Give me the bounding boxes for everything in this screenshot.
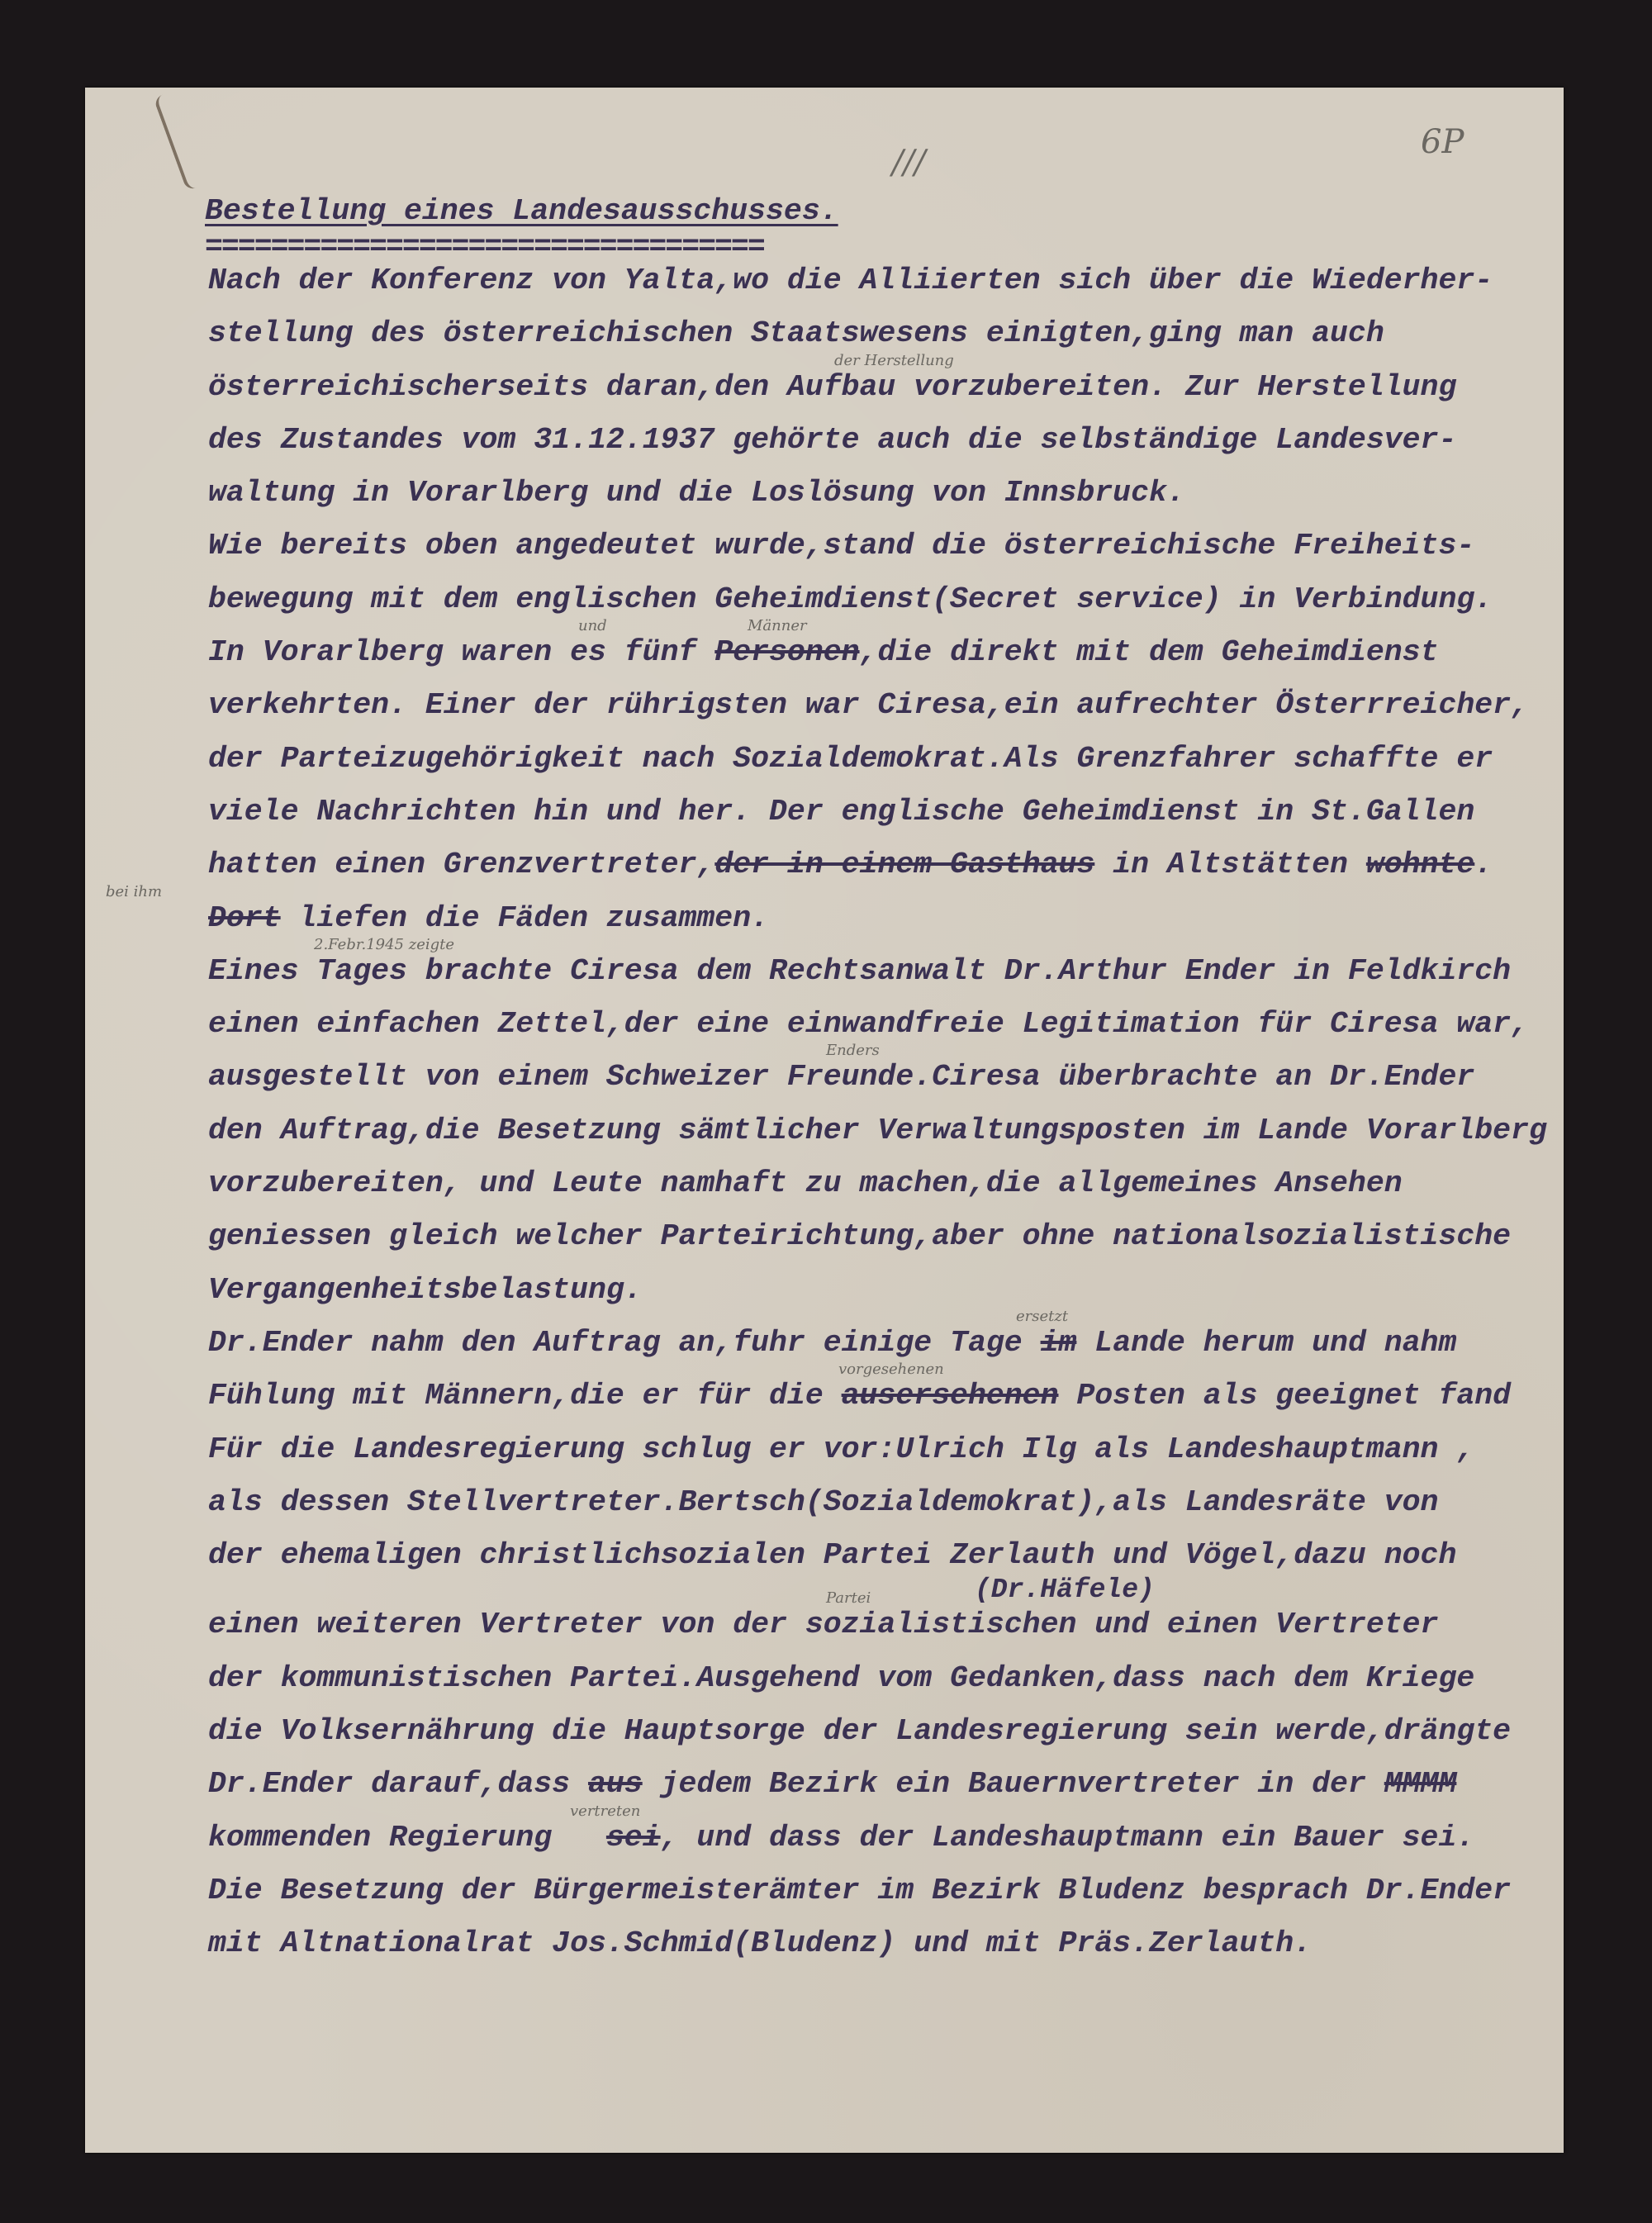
text-run: Posten als geeignet fand bbox=[1058, 1379, 1512, 1413]
text-line bbox=[208, 424, 1547, 457]
handwritten-note: Partei bbox=[826, 1589, 871, 1607]
struck-text: MMMM bbox=[1384, 1767, 1457, 1802]
text-line bbox=[208, 1114, 1547, 1147]
text-run: stellung des österreichischen Staatswesens einigten,ging man auch bbox=[208, 316, 1384, 351]
handwritten-note: Enders bbox=[826, 1042, 880, 1059]
text-run: Dr.Ender nahm den Auftrag an,fuhr einige Tage bbox=[208, 1325, 1041, 1360]
handwritten-note: vertreten bbox=[570, 1803, 641, 1820]
document-body bbox=[208, 264, 1547, 1981]
text-run: Die Besetzung der Bürgermeisterämter im Bezirk Bludenz besprach Dr.Ender bbox=[208, 1873, 1512, 1907]
struck-text: ausersehenen bbox=[841, 1379, 1059, 1413]
text-line bbox=[208, 530, 1547, 563]
handwritten-note: vorgesehenen bbox=[838, 1361, 944, 1378]
struck-text: der in einem Gasthaus bbox=[714, 848, 1095, 882]
text-run: Eines Tages brachte Ciresa dem Rechtsanwalt Dr.Arthur Ender in Feldkirch bbox=[208, 953, 1512, 988]
text-run: als dessen Stellvertreter.Bertsch(Sozialdemokrat),als Landesräte von bbox=[208, 1484, 1439, 1519]
text-run: jedem Bezirk ein Bauernvertreter in der bbox=[642, 1767, 1384, 1802]
text-run: einen einfachen Zettel,der eine einwandfreie Legitimation für Ciresa war, bbox=[208, 1007, 1529, 1042]
text-run: kommenden Regierung bbox=[208, 1820, 606, 1855]
text-run: den Auftrag,die Besetzung sämtlicher Verwaltungsposten im Lande Vorarlberg bbox=[208, 1113, 1547, 1147]
text-run: Lande herum und nahm bbox=[1076, 1325, 1457, 1360]
text-run: österreichischerseits daran,den Aufbau vorzubereiten. Zur Herstellung bbox=[208, 369, 1457, 404]
struck-text: im bbox=[1040, 1325, 1077, 1360]
text-run: ,die direkt mit dem Geheimdienst bbox=[859, 635, 1439, 670]
text-run: Dr.Ender darauf,dass bbox=[208, 1767, 588, 1802]
text-run: , und dass der Landeshauptmann ein Bauer sei. bbox=[660, 1820, 1475, 1855]
text-line bbox=[208, 955, 1547, 988]
text-run: Fühlung mit Männern,die er für die bbox=[208, 1379, 842, 1413]
typed-insertion: (Dr.Häfele) bbox=[975, 1575, 1155, 1605]
text-run: der Parteizugehörigkeit nach Sozialdemokrat.Als Grenzfahrer schaffte er bbox=[208, 741, 1493, 776]
text-line bbox=[208, 1927, 1547, 1960]
text-run: mit Altnationalrat Jos.Schmid(Bludenz) und mit Präs.Zerlauth. bbox=[208, 1926, 1313, 1961]
text-run: Für die Landesregierung schlug er vor:Ulrich Ilg als Landeshauptmann , bbox=[208, 1432, 1475, 1466]
text-run: die Volksernährung die Hauptsorge der Landesregierung sein werde,drängte bbox=[208, 1714, 1512, 1749]
text-run: viele Nachrichten hin und her. Der englische Geheimdienst in St.Gallen bbox=[208, 794, 1475, 829]
text-line bbox=[208, 1327, 1547, 1360]
text-run: geniessen gleich welcher Parteirichtung,aber ohne nationalsozialistische bbox=[208, 1219, 1512, 1254]
text-run: . bbox=[1474, 848, 1493, 882]
text-run: waltung in Vorarlberg und die Loslösung von Innsbruck. bbox=[208, 476, 1185, 511]
handwritten-margin-note: bei ihm bbox=[106, 883, 163, 900]
text-run: liefen die Fäden zusammen. bbox=[280, 900, 770, 935]
text-line bbox=[208, 689, 1547, 722]
text-line bbox=[208, 1274, 1547, 1307]
text-line bbox=[208, 1433, 1547, 1466]
text-run: einen weiteren Vertreter von der sozialistischen und einen Vertreter bbox=[208, 1608, 1439, 1642]
text-line bbox=[208, 264, 1547, 297]
text-line bbox=[208, 1874, 1547, 1907]
text-line bbox=[208, 1220, 1547, 1253]
text-line bbox=[208, 1539, 1547, 1572]
struck-text: Personen bbox=[714, 635, 860, 670]
text-line bbox=[208, 848, 1547, 881]
text-line bbox=[208, 1008, 1547, 1041]
text-run: Wie bereits oben angedeutet wurde,stand die österreichische Freiheits- bbox=[208, 529, 1475, 563]
text-line bbox=[208, 583, 1547, 616]
text-line bbox=[208, 371, 1547, 404]
struck-text: Dort bbox=[208, 900, 281, 935]
handwritten-note: und bbox=[578, 617, 607, 634]
text-line bbox=[208, 1486, 1547, 1519]
handwritten-note: Männer bbox=[748, 617, 807, 634]
text-line bbox=[208, 1662, 1547, 1695]
text-line bbox=[208, 796, 1547, 829]
struck-text: wohnte bbox=[1365, 848, 1475, 882]
handwritten-note: ersetzt bbox=[1016, 1308, 1069, 1325]
text-run: hatten einen Grenzvertreter, bbox=[208, 848, 715, 882]
handwritten-note: 2.Febr.1945 zeigte bbox=[314, 936, 455, 953]
text-line bbox=[208, 1061, 1547, 1094]
text-run: ausgestellt von einem Schweizer Freunde.Ciresa überbrachte an Dr.Ender bbox=[208, 1060, 1475, 1095]
text-line bbox=[208, 1608, 1547, 1641]
text-line bbox=[208, 636, 1547, 669]
text-run: verkehrten. Einer der rührigsten war Ciresa,ein aufrechter Österrreicher, bbox=[208, 688, 1529, 723]
text-line bbox=[208, 743, 1547, 776]
struck-text: sei bbox=[605, 1820, 661, 1855]
text-run: der kommunistischen Partei.Ausgehend vom Gedanken,dass nach dem Kriege bbox=[208, 1660, 1475, 1695]
text-line bbox=[208, 1167, 1547, 1200]
text-run: des Zustandes vom 31.12.1937 gehörte auch die selbständige Landesver- bbox=[208, 422, 1457, 457]
text-line bbox=[208, 902, 1547, 935]
text-run: bewegung mit dem englischen Geheimdienst(Secret service) in Verbindung. bbox=[208, 582, 1493, 616]
text-line bbox=[208, 1768, 1547, 1801]
text-run: in Altstätten bbox=[1094, 848, 1366, 882]
text-run: Nach der Konferenz von Yalta,wo die Alliierten sich über die Wiederher- bbox=[208, 264, 1493, 297]
text-run: vorzubereiten, und Leute namhaft zu machen,die allgemeines Ansehen bbox=[208, 1166, 1403, 1201]
text-run: Vergangenheitsbelastung. bbox=[208, 1272, 643, 1307]
title-double-rule: ================================== bbox=[205, 230, 764, 264]
handwritten-note: der Herstellung bbox=[834, 352, 954, 369]
handwritten-page-mark: 6P bbox=[1421, 123, 1464, 161]
text-line bbox=[208, 477, 1547, 510]
text-line bbox=[208, 1822, 1547, 1855]
document-title: Bestellung eines Landesausschusses. bbox=[205, 194, 838, 228]
text-line bbox=[208, 1715, 1547, 1748]
text-line bbox=[208, 1380, 1547, 1413]
text-run: In Vorarlberg waren es fünf bbox=[208, 635, 715, 670]
handwritten-tally: /// bbox=[892, 144, 926, 182]
text-run: der ehemaligen christlichsozialen Partei Zerlauth und Vögel,dazu noch bbox=[208, 1538, 1457, 1573]
text-line bbox=[208, 317, 1547, 350]
struck-text: aus bbox=[587, 1767, 643, 1802]
